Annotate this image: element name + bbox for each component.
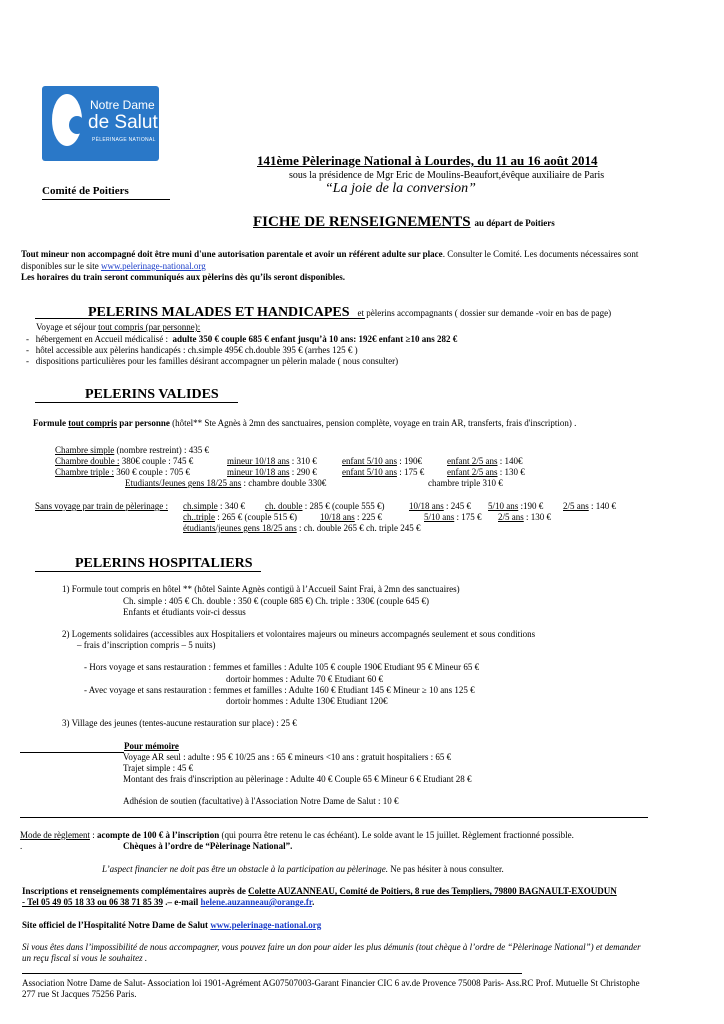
- sans-voyage-double: ch. double : 285 € (couple 555 €): [265, 501, 385, 511]
- pelerinage-site-link[interactable]: www.pelerinage-national.org: [101, 261, 206, 271]
- footer-line1: Association Notre Dame de Salut- Association loi 1901-Agrément AG07507003-Garant Financier CIC 6 av.de Provence 75008 Paris- Ass.RC Prof. Mutuelle St Christophe: [22, 978, 640, 988]
- contact-line2: - Tel 05 49 05 18 33 ou 06 38 71 85 39 .– e-mail helene.auzanneau@orange.fr.: [22, 897, 315, 907]
- don-line2: un reçu fiscal si vous le souhaitez .: [22, 953, 148, 963]
- sans-voyage-etudiants: étudiants/jeunes gens 18/25 ans : ch. double 265 € ch. triple 245 €: [183, 523, 421, 533]
- hosp-2a: – frais d’inscription compris – 5 nuits): [77, 640, 216, 650]
- valides-row-double-b: mineur 10/18 ans : 310 €: [227, 456, 317, 466]
- presidency-subtitle: sous la présidence de Mgr Eric de Moulins-Beaufort,évêque auxiliaire de Paris: [289, 170, 605, 181]
- sans-voyage-triple-25: 2/5 ans : 130 €: [498, 512, 552, 522]
- valides-row-double-d: enfant 2/5 ans : 140€: [447, 456, 523, 466]
- valides-formule: Formule tout compris par personne (hôtel** Ste Agnès à 2mn des sanctuaires, pension complète, voyage en train AR, transferts, frais d'inscription) .: [33, 418, 577, 428]
- official-site-link[interactable]: www.pelerinage-national.org: [210, 920, 322, 930]
- valides-row-etudiants: Etudiants/Jeunes gens 18/25 ans : chambre double 330€: [125, 478, 327, 488]
- contact-email-link[interactable]: helene.auzanneau@orange.fr: [200, 897, 313, 907]
- valides-row-simple: Chambre simple (nombre restreint) : 435 €: [55, 445, 209, 455]
- sans-voyage-simple: ch.simple : 340 €: [183, 501, 246, 511]
- hosp-3: 3) Village des jeunes (tentes-aucune restauration sur place) : 25 €: [62, 718, 297, 728]
- contact-line1: Inscriptions et renseignements complémentaires auprès de Colette AUZANNEAU, Comité de Poitiers, 8 rue des Templiers, 79800 BAGNAULT-EXOUDUN: [22, 886, 617, 896]
- hosp-1a: Ch. simple : 405 € Ch. double : 350 € (couple 685 €) Ch. triple : 330€ (couple 645 €): [123, 596, 429, 606]
- pilgrimage-theme: “La joie de la conversion”: [325, 181, 476, 196]
- logo-line3: PÈLERINAGE NATIONAL: [92, 137, 156, 143]
- sans-voyage-triple-1018: 10/18 ans : 225 €: [320, 512, 383, 522]
- hosp-2b: - Hors voyage et sans restauration : femmes et familles : Adulte 105 € couple 190€ Etudiant 95 € Mineur 65 €: [84, 662, 480, 672]
- reglement-dot: .: [20, 841, 23, 851]
- hosp-2: 2) Logements solidaires (accessibles aux Hospitaliers et volontaires majeurs ou mineurs accompagnés seulement et sous conditions: [62, 629, 536, 639]
- intro-line1: Tout mineur non accompagné doit être muni d'une autorisation parentale et avoir un référent adulte sur place. Consulter le Comité. Les documents nécessaires sont: [21, 249, 639, 259]
- memoire-title: Pour mémoire: [124, 741, 179, 751]
- reglement-cheques: Chèques à l’ordre de “Pèlerinage National”.: [123, 841, 293, 851]
- malades-subtitle: Voyage et séjour tout compris (par personne):: [36, 322, 201, 332]
- sans-voyage-510: 5/10 ans :190 €: [488, 501, 544, 511]
- valides-row-triple-d: enfant 2/5 ans : 130 €: [447, 467, 525, 477]
- malades-item-2: - hôtel accessible aux pèlerins handicapés : ch.simple 495€ ch.double 395 € (arrhes 125 € ): [26, 345, 358, 355]
- fiche-suffix: au départ de Poitiers: [474, 218, 555, 228]
- memoire-line2: Trajet simple : 45 €: [123, 763, 194, 773]
- valides-row-etudiants-triple: chambre triple 310 €: [428, 478, 503, 488]
- logo-line1: Notre Dame: [90, 98, 155, 112]
- memoire-line4: Adhésion de soutien (facultative) à l'Association Notre Dame de Salut : 10 €: [123, 796, 399, 806]
- valides-title: PELERINS VALIDES: [85, 387, 219, 402]
- reglement-line: Mode de règlement : acompte de 100 € à l’inscription (qui pourra être retenu le cas échéant). Le solde avant le 15 juillet. Règlement fractionné possible.: [20, 830, 574, 840]
- reglement-aspect: L’aspect financier ne doit pas être un obstacle à la participation au pèlerinage. Ne pas hésiter à nous consulter.: [102, 864, 504, 874]
- logo-line2: de Salut: [88, 112, 158, 133]
- memoire-line3: Montant des frais d'inscription au pèlerinage : Adulte 40 € Couple 65 € Mineur 6 € Etudiant 28 €: [123, 774, 472, 784]
- footer-line2: 277 rue St Jacques 75256 Paris.: [22, 989, 137, 999]
- valides-row-triple-b: mineur 10/18 ans : 290 €: [227, 467, 317, 477]
- sans-voyage-triple-510: 5/10 ans : 175 €: [424, 512, 482, 522]
- fiche-title: FICHE DE RENSEIGNEMENTS: [253, 214, 471, 230]
- memoire-line1: Voyage AR seul : adulte : 95 € 10/25 ans : 65 € mineurs <10 ans : gratuit hospitaliers : 65 €: [123, 752, 452, 762]
- intro-line2: disponibles sur le site www.pelerinage-national.org: [21, 261, 206, 271]
- hosp-2e: dortoir hommes : Adulte 130€ Etudiant 120€: [226, 696, 388, 706]
- valides-row-double-a: Chambre double : 380€ couple : 745 €: [55, 456, 194, 466]
- notre-dame-de-salut-logo: [42, 86, 159, 161]
- official-site-line: Site officiel de l’Hospitalité Notre Dame de Salut www.pelerinage-national.org: [22, 920, 322, 930]
- intro-line3: Les horaires du train seront communiqués aux pèlerins dès qu’ils seront disponibles.: [21, 272, 346, 282]
- malades-item-3: - dispositions particulières pour les familles désirant accompagner un pèlerin malade ( nous consulter): [26, 356, 399, 366]
- valides-row-triple-c: enfant 5/10 ans : 175 €: [342, 467, 425, 477]
- sans-voyage-label: Sans voyage par train de pèlerinage :: [35, 501, 168, 511]
- malades-item-1: - hébergement en Accueil médicalisé : adulte 350 € couple 685 € enfant jusqu’à 10 ans: 192€ enfant ≥10 ans 282 €: [26, 334, 458, 344]
- sans-voyage-25: 2/5 ans : 140 €: [563, 501, 617, 511]
- hosp-2d: - Avec voyage et sans restauration : femmes et familles : Adulte 160 € Etudiant 145 € Mineur ≥ 10 ans 125 €: [84, 685, 475, 695]
- malades-title-suffix: et pèlerins accompagnants ( dossier sur demande -voir en bas de page): [357, 308, 612, 318]
- hosp-2c: dortoir hommes : Adulte 70 € Etudiant 60 €: [226, 674, 383, 684]
- valides-row-double-c: enfant 5/10 ans : 190€: [342, 456, 422, 466]
- hosp-1b: Enfants et étudiants voir-ci dessus: [123, 607, 246, 617]
- committee-label: Comité de Poitiers: [42, 185, 129, 197]
- sans-voyage-triple: ch..triple : 265 € (couple 515 €): [183, 512, 297, 522]
- madonna-emblem-icon: [52, 94, 82, 146]
- malades-title: PELERINS MALADES ET HANDICAPES: [88, 305, 350, 320]
- sans-voyage-1018: 10/18 ans : 245 €: [409, 501, 472, 511]
- fiche-heading: [253, 213, 555, 231]
- pilgrimage-title: 141ème Pèlerinage National à Lourdes, du 11 au 16 août 2014: [257, 153, 598, 168]
- valides-row-triple-a: Chambre triple : 360 € couple : 705 €: [55, 467, 190, 477]
- hospitaliers-title: PELERINS HOSPITALIERS: [75, 556, 253, 571]
- don-line1: Si vous êtes dans l’impossibilité de nous accompagner, vous pouvez faire un don pour aider les plus démunis (tout chèque à l’ordre de “Pèlerinage National”) et demander: [22, 942, 641, 952]
- hosp-1: 1) Formule tout compris en hôtel ** (hôtel Sainte Agnès contigü à l’Accueil Saint Frai, à 2mn des sanctuaires): [62, 584, 460, 594]
- malades-heading: [88, 303, 611, 321]
